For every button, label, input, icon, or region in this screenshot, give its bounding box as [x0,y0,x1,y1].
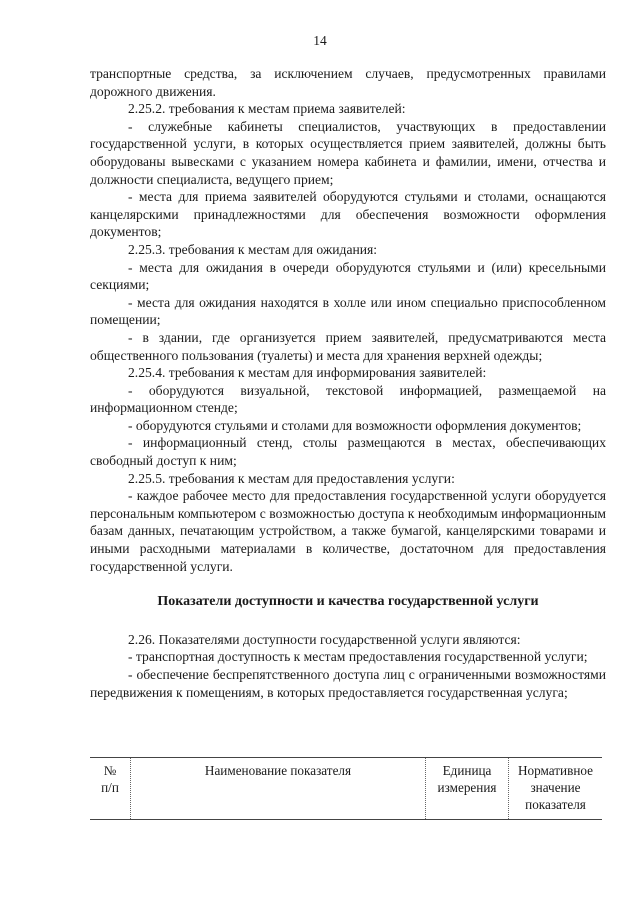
column-header-name [131,758,426,820]
table-header-row [90,758,602,820]
column-header-line: значение [530,780,581,795]
paragraph: - в здании, где организуется прием заявителей, предусматриваются места общественного пользования (туалеты) и места для хранения верхней одежды; [90,329,606,363]
section-heading: Показатели доступности и качества государственной услуги [157,594,539,610]
column-header-unit [426,758,509,820]
column-header-line: показателя [525,797,586,812]
paragraph: 2.25.5. требования к местам для предоставления услуги: [128,470,455,486]
column-header-line: измерения [437,780,497,795]
paragraph: - места для ожидания в очереди оборудуются стульями и (или) кресельными секциями; [90,259,606,293]
page-number: 14 [313,33,327,48]
paragraph: 2.25.4. требования к местам для информирования заявителей: [128,365,487,381]
column-header-norm [509,758,603,820]
paragraph: 2.25.2. требования к местам приема заявителей: [128,101,406,117]
paragraph: - оборудуются стульями и столами для возможности оформления документов; [128,417,582,433]
paragraph: - обеспечение беспрепятственного доступа лиц с ограниченными возможностями передвижения к помещениям, в которых предоставляется государственная услуга; [90,667,606,700]
column-header-line: Наименование показателя [204,763,352,778]
column-header-line: п/п [101,780,119,795]
paragraph: 2.25.3. требования к местам для ожидания: [128,241,378,257]
column-header-line: № [103,763,117,778]
paragraph: - места для ожидания находятся в холле или ином специально приспособленном помещении; [90,294,606,328]
document-body [90,65,606,701]
column-header-line: Единица [442,763,492,778]
paragraph: - оборудуются визуальной, текстовой информацией, размещаемой на информационном стенде; [90,382,606,416]
paragraph: - места для приема заявителей оборудуются стульями и столами, оснащаются канцелярскими принадлежностями для обеспечения возможности оформления документов; [90,189,606,240]
paragraph: - транспортная доступность к местам предоставления государственной услуги; [128,649,588,665]
paragraph: 2.26. Показателями доступности государственной услуги являются: [128,631,521,647]
paragraph: - информационный стенд, столы размещаются в местах, обеспечивающих свободный доступ к ним; [90,435,606,469]
paragraph: транспортные средства, за исключением случаев, предусмотренных правилами дорожного движения. [90,66,606,99]
paragraph: - служебные кабинеты специалистов, участвующих в предоставлении государственной услуги, в которых осуществляется прием заявителей, должны быть оборудованы вывесками с указанием номера кабинета и фамилии, имени, отчества и должности специалиста, ведущего прием; [90,118,606,187]
indicators-table [90,757,602,820]
column-header-number [90,758,131,820]
paragraph: - каждое рабочее место для предоставления государственной услуги оборудуется персональным компьютером с возможностью доступа к необходимым информационным базам данных, печатающим устройством, а также бумагой, канцелярскими товарами и иными расходными материалами в количестве, достаточном для предоставления государственной услуги. [90,488,606,574]
column-header-line: Нормативное [518,763,593,778]
